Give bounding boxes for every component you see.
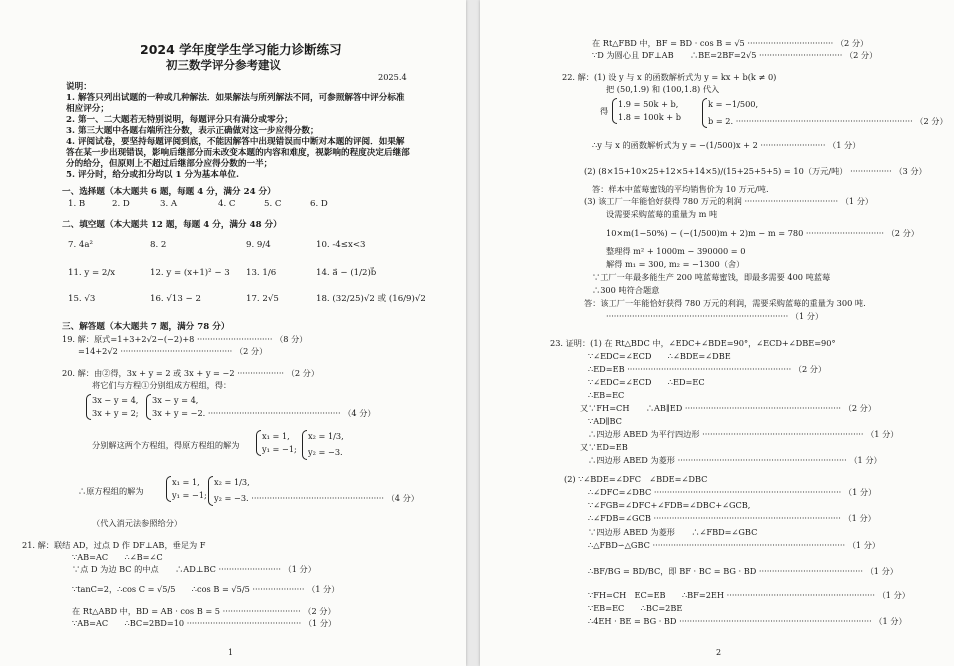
q23-line: (2) ∵∠BDE=∠DFC ∠BDE=∠DBC [564,474,708,484]
q21-line: 在 Rt△ABD 中，BD = AB · cos B = 5 ······························ （2 分） [72,606,336,616]
q22-line: (2) (8×15+10×25+12×5+14×5)/(15+25+5+5) = 10（万元/吨） ················ （3 分） [584,166,927,176]
fill-answer: 17. 2√5 [246,294,279,304]
brace [612,98,617,124]
q23-line: ∵FH=CH EC=EB ∴BF=2EH ························································· （1 分） [588,590,910,600]
fill-answer: 13. 1/6 [246,268,277,278]
brace [302,430,307,460]
fill-answer: 10. -4≤x<3 [316,240,366,250]
q23-line: 23. 证明：(1) 在 Rt△BDC 中，∠EDC+∠BDE=90°，∠ECD+∠DBE=90° [550,338,836,348]
q23-line: ∴ED=EB ······························································· （2 分） [588,364,827,374]
brace [702,98,707,128]
q23-line: ∴△FBD∽△GBC ·········································································· （1 分） [588,540,881,550]
q20-sol: y₂ = −3. ··················································· （4 分） [214,493,419,503]
q22-line: 22. 解：(1) 设 y 与 x 的函数解析式为 y = kx + b(k ≠ 0) [562,72,777,82]
fill-answer: 9. 9/4 [246,240,271,250]
q20-sol: x₁ = 1, [262,431,290,441]
q20-eq: 3x + y = 2; [92,408,139,418]
brace [166,476,171,502]
q22-eq: b = 2. ···································································· （2 分） [708,116,948,126]
notes-heading: 说明： [66,82,92,92]
q22-line: 10×m(1−50%) − (−(1/500)m + 2)m − m = 780 ······························ （2 分） [606,228,919,238]
fill-answer: 16. √13 − 2 [150,294,201,304]
q23-line: ∴∠DFC=∠DBC ········································································ （1 分） [588,487,877,497]
note-line: 4. 评阅试卷，要坚持每题评阅到底，不能因解答中出现错误而中断对本题的评阅．如果解 [66,137,405,147]
mc-answer: 4. C [218,199,236,209]
q20-eq: 3x − y = 4, [92,395,139,405]
brace [86,394,91,420]
q23-line: ∴4EH · BE = BG · BD ·········································································· （1 分） [588,616,907,626]
q20-sol: y₁ = −1; [262,444,297,454]
q21-line: ∵AB=AC ∴BC=2BD=10 ············································ （1 分） [72,618,337,628]
mc-answer: 5. C [264,199,282,209]
q22-line: ∵工厂一年最多能生产 200 吨蓝莓蜜饯，即最多需要 400 吨蓝莓 [592,272,831,282]
q20-line: 将它们与方程①分别组成方程组，得： [92,380,232,390]
q22-line: ∴300 吨符合题意 [592,285,660,295]
q22-answer: 答：该工厂一年能恰好获得 780 万元的利润，需要采购蓝莓的重量为 300 吨. [584,298,866,308]
doc-title: 2024 学年度学生学习能力诊断练习 [140,42,342,57]
q23-line: ∵∠EDC=∠ECD ∴∠BDE=∠DBE [588,351,731,361]
q23-line: ∴∠FDB=∠GCB ········································································ （1 分） [588,513,876,523]
q22-eq: 1.8 = 100k + b [618,112,681,122]
q21-line: 21. 解：联结 AD，过点 D 作 DF⊥AB，垂足为 F [22,540,206,550]
mc-answer: 3. A [160,199,178,209]
q21-line: ∵tanC=2，∴cos C = √5/5 ∴cos B = √5/5 ···················· （1 分） [72,584,340,594]
q22-eq: k = −1/500, [708,99,759,109]
q22-line: 把 (50,1.9) 和 (100,1.8) 代入 [606,84,720,94]
fill-answer: 11. y = 2/x [68,268,116,278]
fill-answer: 7. 4a² [68,240,93,250]
q20-eq: 3x + y = −2. ··················································· （4 分） [152,408,376,418]
fill-answer: 14. a⃗ − (1/2)b⃗ [316,268,377,278]
q23-line: ∵∠FGB=∠DFC+∠FDB=∠DBC+∠GCB, [588,500,751,510]
brace [146,394,151,420]
answer-page-1 [0,0,466,666]
note-line: 3. 第三大题中各题右端所注分数，表示正确做对这一步应得分数； [66,126,319,136]
q22-line: 整理得 m² + 1000m − 390000 = 0 [606,246,746,256]
section2-heading: 二、填空题（本大题共 12 题，每题 4 分，满分 48 分） [62,220,282,230]
q23-line: ∴四边形 ABED 为平行四边形 ······························································ （1 分） [588,429,899,439]
q22-score: ······································································ （1 分） [606,311,824,321]
note-line: 1. 解答只列出试题的一种或几种解法．如果解法与所列解法不同，可参照解答中评分标准 [66,93,405,103]
page-number: 2 [716,648,722,657]
section3-heading: 三、解答题（本大题共 7 题，满分 78 分） [62,322,230,332]
q23-line: ∴EB=EC [588,390,625,400]
mc-answer: 2. D [112,199,130,209]
note-line: 分的给分，但原则上不超过后继部分应得分数的一半； [66,159,273,169]
brace [256,430,261,456]
doc-subtitle: 初三数学评分参考建议 [166,58,281,72]
q21-cont-line: 在 Rt△FBD 中，BF = BD · cos B = √5 ································· （2 分） [592,38,869,48]
q22-line: 解得 m₁ = 300, m₂ = −1300（舍） [606,259,745,269]
q22-line: (3) 该工厂一年能恰好获得 780 万元的利润 ···································· （1 分） [584,196,874,206]
q20-sol: x₂ = 1/3, [214,477,250,487]
doc-date: 2025.4 [378,72,407,82]
q23-line: ∵AD∥BC [588,416,622,426]
q19-line: 19. 解：原式=1+3+2√2−(−2)+8 ····························· （8 分） [62,334,308,344]
q23-line: ∴四边形 ABED 为菱形 ································································· （1 分） [588,455,882,465]
q23-line: ∵EB=EC ∴BC=2BE [588,603,683,613]
mc-answer: 1. B [68,199,86,209]
page-number: 1 [228,648,234,657]
q23-line: ∵四边形 ABED 为菱形 ∴∠FBD=∠GBC [588,527,758,537]
q22-line: 设需要采购蓝莓的重量为 m 吨 [606,209,718,219]
q20-sol: y₁ = −1; [172,490,207,500]
q23-line: 又∵ED=EB [580,442,628,452]
note-line: 答在某一步出现错误，影响后继部分而未改变本题的内容和难度，视影响的程度决定后继部 [66,148,410,158]
q21-cont-line: ∵D 为圆心且 DF⊥AB ∴BE=2BF=2√5 ································ （2 分） [592,50,878,60]
fill-answer: 18. (32/25)√2 或 (16/9)√2 [316,294,426,304]
q21-line: ∵点 D 为边 BC 的中点 ∴AD⊥BC ························ （1 分） [72,564,316,574]
q20-line: ∴原方程组的解为 [78,486,144,496]
q22-line: 答：样本中蓝莓蜜饯的平均销售价为 10 万元/吨. [592,184,769,194]
q22-line: ∴y 与 x 的函数解析式为 y = −(1/500)x + 2 ························· （1 分） [592,140,861,150]
q21-line: ∵AB=AC ∴∠B=∠C [72,552,163,562]
note-line: 相应评分； [66,104,109,114]
q20-sol: y₂ = −3. [308,447,343,457]
q19-line: =14+2√2 ··········································· （2 分） [78,346,268,356]
q22-de: 得 [600,106,609,116]
q20-line: 分别解这两个方程组，得原方程组的解为 [92,440,240,450]
q20-line: 20. 解：由②得，3x + y = 2 或 3x + y = −2 ·················· （2 分） [62,368,320,378]
note-line: 5. 评分时，给分或扣分均以 1 分为基本单位. [66,170,240,180]
q23-line: 又∵FH=CH ∴AB∥ED ···························································· （2 分） [580,403,877,413]
q20-eq: 3x − y = 4, [152,395,199,405]
brace [208,476,213,506]
note-line: 2. 第一、二大题若无特别说明，每题评分只有满分或零分； [66,115,293,125]
answer-page-2 [480,0,954,666]
fill-answer: 8. 2 [150,240,167,250]
mc-answer: 6. D [310,199,328,209]
fill-answer: 12. y = (x+1)² − 3 [150,268,230,278]
q23-line: ∴BF/BG = BD/BC，即 BF · BC = BG · BD ········································ （1 分） [588,566,898,576]
section1-heading: 一、选择题（本大题共 6 题，每题 4 分，满分 24 分） [62,187,276,197]
fill-answer: 15. √3 [68,294,96,304]
q23-line: ∵∠EDC=∠ECD ∴ED=EC [588,377,705,387]
q20-note: （代入消元法参照给分） [92,518,183,528]
q22-eq: 1.9 = 50k + b, [618,99,679,109]
q20-sol: x₂ = 1/3, [308,431,344,441]
q20-sol: x₁ = 1, [172,477,200,487]
